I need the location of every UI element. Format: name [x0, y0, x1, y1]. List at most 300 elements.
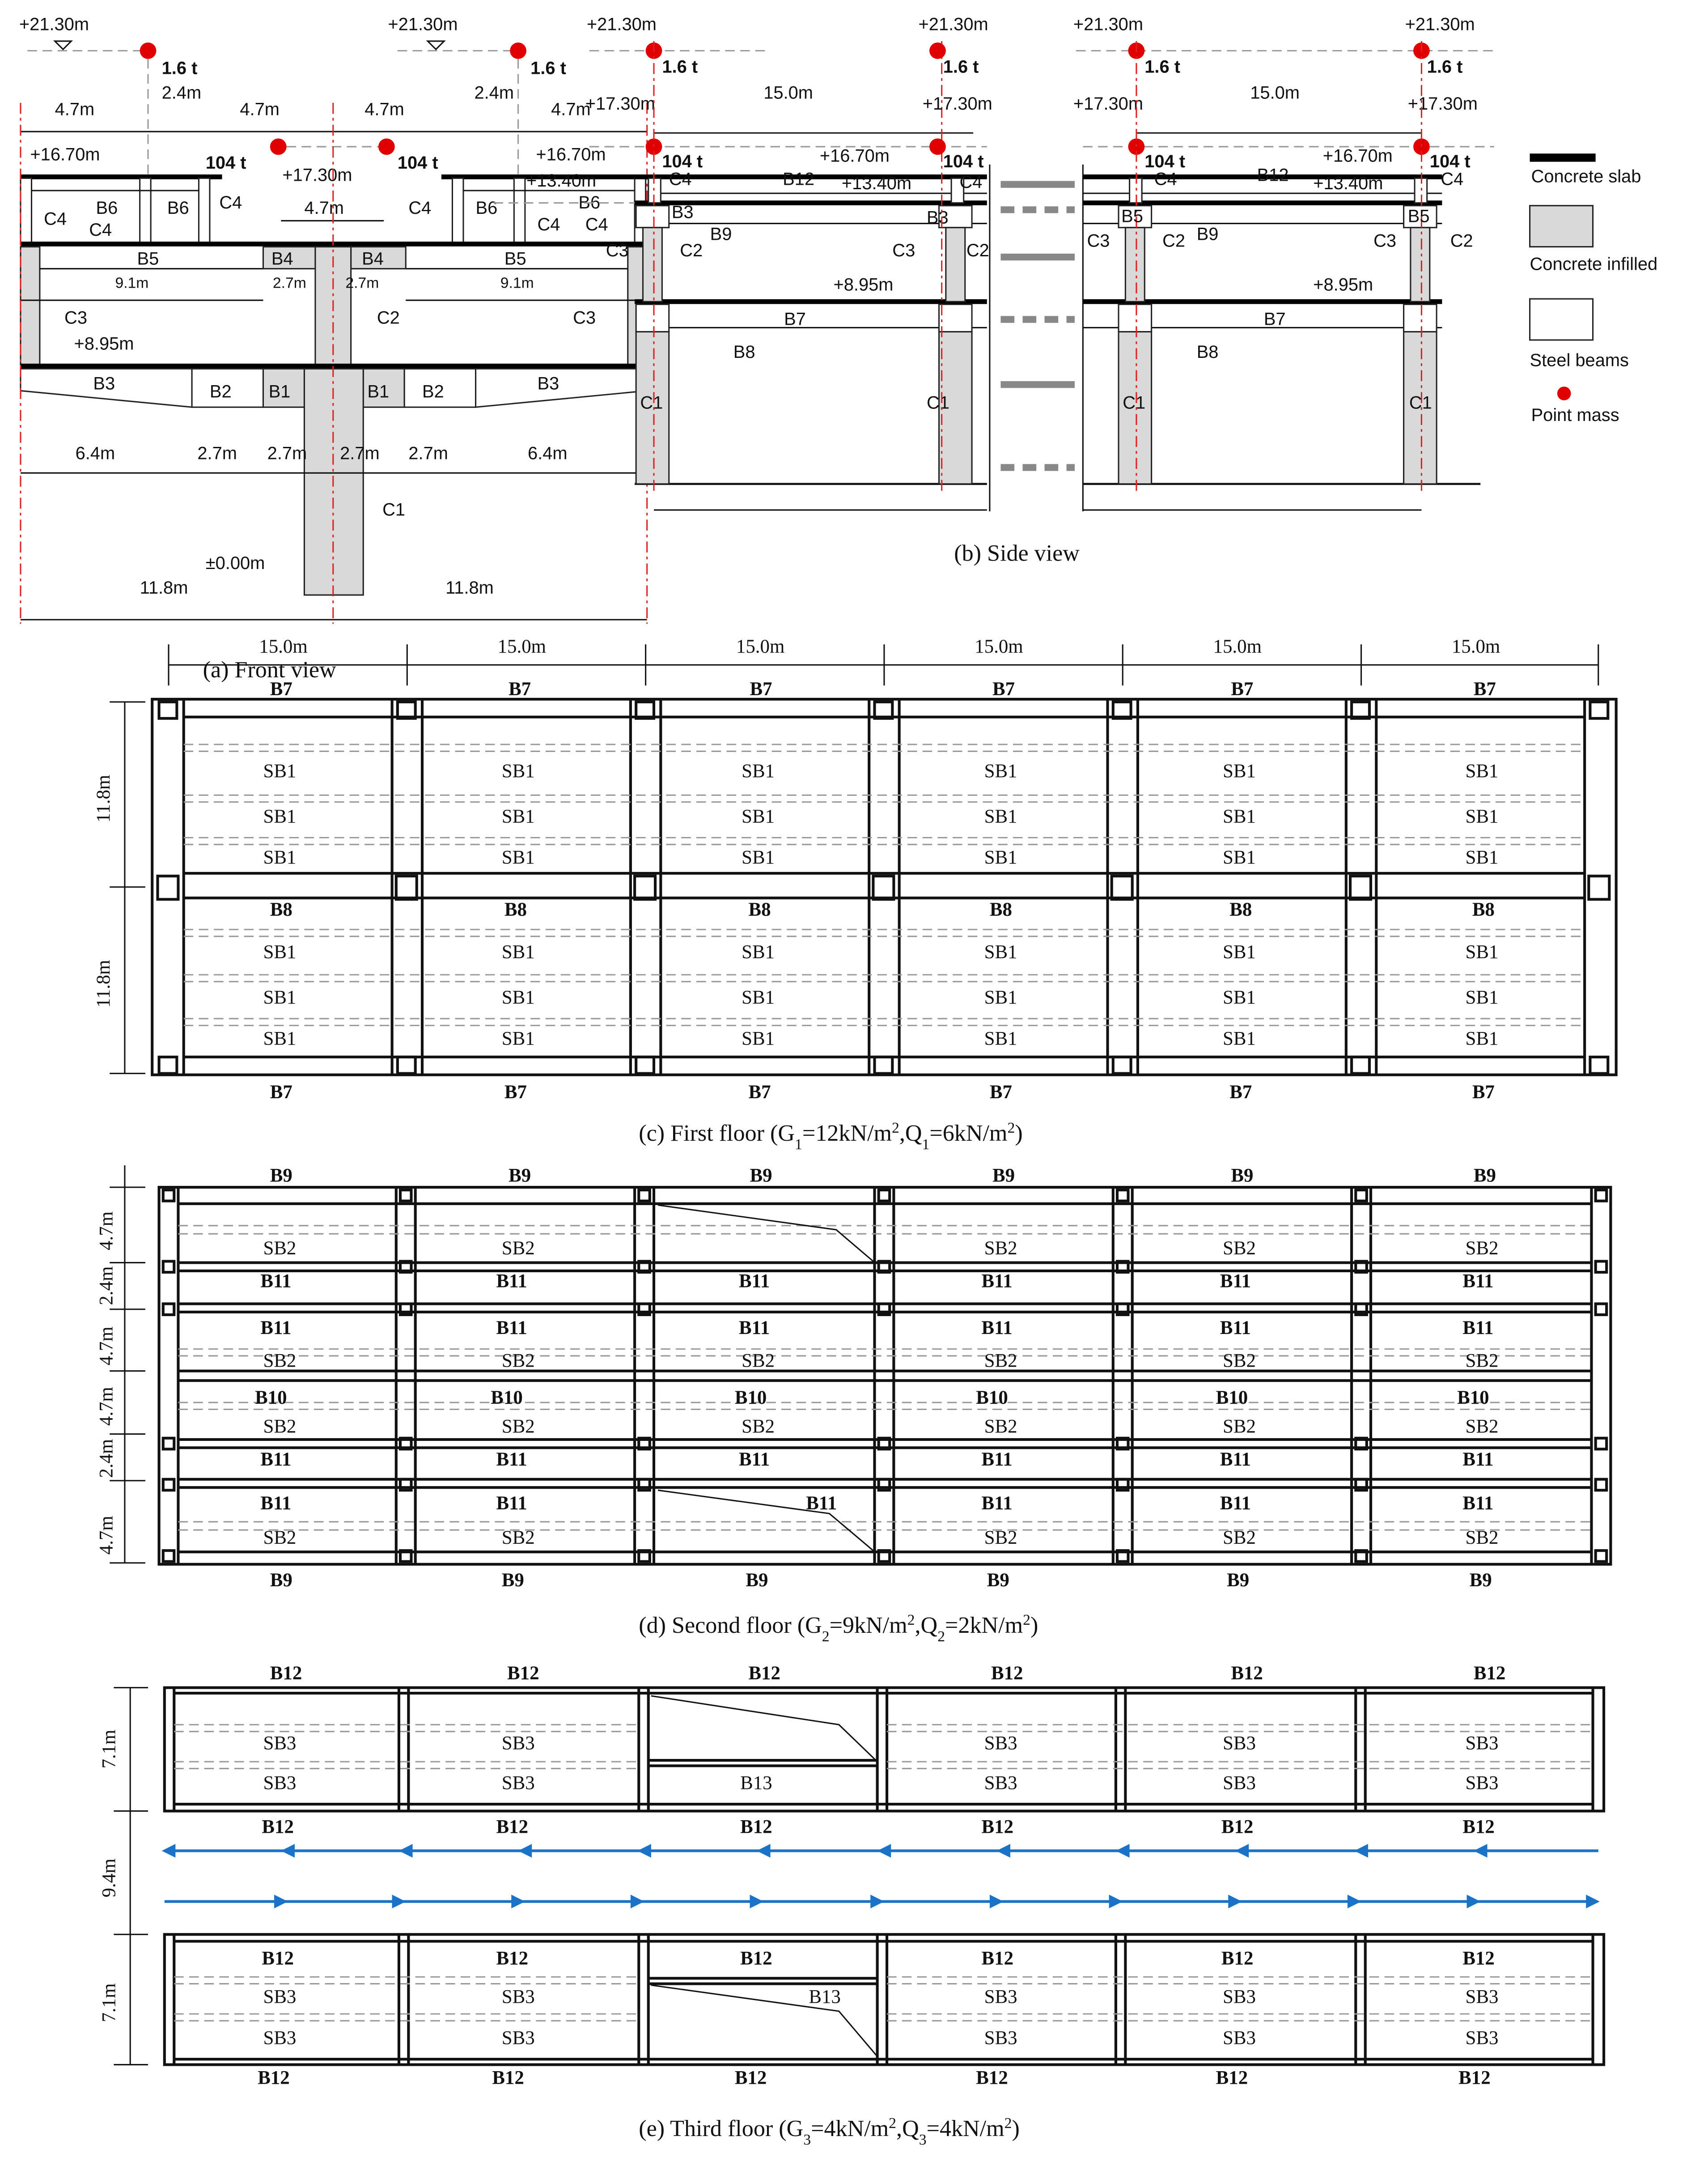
dim-mid-right: 9.1m	[500, 274, 534, 292]
elev-roof-left: +16.70m	[30, 144, 100, 165]
secondary-beam-label: SB1	[263, 942, 297, 963]
secondary-beam-label: SB3	[1222, 1772, 1256, 1794]
secondary-beam-label: SB2	[742, 1416, 775, 1437]
member-c4: C4	[44, 209, 67, 229]
secondary-beam-label: SB2	[742, 1350, 775, 1372]
secondary-beam-label: SB1	[263, 987, 297, 1008]
member-c4: C4	[219, 192, 242, 212]
secondary-beam-label: SB3	[501, 1733, 535, 1754]
beam-label-b7: B7	[748, 1081, 771, 1103]
secondary-beam-label: SB3	[263, 1986, 297, 2008]
mass-large: 104 t	[662, 151, 703, 171]
beam-label-b9: B9	[746, 1569, 768, 1591]
secondary-beam-label: SB1	[501, 760, 535, 782]
beam-label-b10: B10	[491, 1387, 523, 1409]
member-b3: B3	[671, 202, 694, 222]
member-c3: C3	[892, 241, 915, 261]
caption-third-floor: (e) Third floor $(G_3=4kN/m^2,Q_3=4kN/m^2)$	[639, 2115, 1020, 2148]
elev-second: +13.40m	[526, 170, 597, 191]
member-b1: B1	[367, 382, 390, 402]
member-b8: B8	[733, 342, 755, 362]
elev-top: +21.30m	[1073, 14, 1144, 34]
depth-dim: 2.4m	[96, 1439, 117, 1478]
beam-label-b10: B10	[976, 1387, 1008, 1409]
secondary-beam-label: SB1	[501, 987, 535, 1008]
secondary-beam-label: SB2	[501, 1350, 535, 1372]
beam-label-b9: B9	[1231, 1165, 1254, 1186]
secondary-beam-label: SB3	[1465, 1986, 1499, 2008]
beam-label-b11: B11	[739, 1317, 770, 1338]
dim-lower-5: 2.7m	[408, 443, 448, 463]
span-dim: 15.0m	[1451, 636, 1500, 657]
beam-label-b11: B11	[981, 1317, 1013, 1338]
beam-label-b11: B11	[1462, 1449, 1494, 1470]
member-c3: C3	[606, 241, 629, 261]
beam-label-b11: B11	[496, 1449, 527, 1470]
beam-label-b11: B11	[739, 1270, 770, 1292]
secondary-beam-label: SB1	[1222, 847, 1256, 868]
break-symbol	[990, 165, 1083, 511]
mass-small: 1.6 t	[943, 57, 979, 77]
third-floor-plan	[98, 1663, 1604, 2148]
beam-label-b11: B11	[1220, 1493, 1251, 1514]
beam-label-b12: B12	[496, 1948, 529, 1969]
member-b8: B8	[1196, 342, 1219, 362]
secondary-beam-label: SB1	[1465, 1028, 1499, 1049]
secondary-beam-label: SB1	[501, 942, 535, 963]
secondary-beam-label: SB3	[263, 1772, 297, 1794]
member-b3: B3	[537, 374, 559, 394]
member-c4: C4	[89, 220, 112, 240]
beam-label-b9: B9	[509, 1165, 531, 1186]
beam-label-b11: B11	[260, 1270, 292, 1292]
member-c3: C3	[64, 308, 87, 328]
secondary-beam-label: SB3	[984, 1772, 1017, 1794]
beam-label-b12: B12	[1473, 1663, 1506, 1684]
dim-top-3: 4.7m	[240, 99, 280, 119]
secondary-beam-label: SB1	[1222, 760, 1256, 782]
elev-roof: +16.70m	[1322, 146, 1393, 166]
elev-top: +21.30m	[586, 14, 657, 34]
mass-small: 1.6 t	[1144, 57, 1180, 77]
secondary-beam-label: SB1	[742, 760, 775, 782]
member-b5: B5	[1121, 206, 1143, 226]
beam-label-b11: B11	[981, 1270, 1013, 1292]
member-c4: C4	[959, 172, 983, 192]
member-c1: C1	[1409, 393, 1432, 413]
beam-label-b11: B11	[981, 1449, 1013, 1470]
dim-lower-1: 6.4m	[75, 443, 115, 463]
sb1-labels	[263, 761, 1498, 1049]
elev-center: +17.30m	[282, 165, 352, 185]
beam-label-b8: B8	[270, 899, 292, 921]
beam-label-b10: B10	[255, 1387, 287, 1409]
secondary-beam-label: SB3	[501, 1772, 535, 1794]
beam-label-b11: B11	[260, 1449, 292, 1470]
beam-label-b7: B7	[989, 1081, 1013, 1103]
depth-dim: 4.7m	[96, 1516, 117, 1555]
secondary-beam-label: SB2	[1465, 1238, 1499, 1259]
red-dot-icon	[1557, 387, 1571, 400]
beam-label-b9: B9	[992, 1165, 1015, 1186]
span-dims	[169, 636, 1598, 686]
elev-top: +21.30m	[918, 14, 988, 34]
sb2-labels	[263, 1238, 1498, 1548]
beam-label-b9: B9	[1469, 1569, 1492, 1591]
dim-lower-4: 2.7m	[340, 443, 380, 463]
depth-dim: 4.7m	[96, 1211, 117, 1250]
secondary-beam-label: SB2	[501, 1238, 535, 1259]
span-dim: 15.0m	[736, 636, 785, 657]
first-floor-plan	[93, 636, 1616, 1153]
mass-small: 1.6 t	[1427, 57, 1463, 77]
beam-label-b12: B12	[1458, 2067, 1491, 2089]
beam-label-b12: B12	[740, 1948, 772, 1969]
traffic-lanes	[162, 1844, 1600, 1908]
member-b6: B6	[475, 198, 498, 218]
member-c3: C3	[1087, 231, 1110, 251]
secondary-beam-label: SB1	[1465, 942, 1499, 963]
member-b6: B6	[167, 198, 189, 218]
elev-top-left: +21.30m	[19, 14, 89, 34]
member-c4: C4	[669, 169, 692, 189]
beam-label-b7: B7	[750, 678, 772, 700]
elev-second: +13.40m	[1313, 173, 1383, 193]
beam-label-b7: B7	[992, 678, 1015, 700]
secondary-beam-label: SB3	[984, 1733, 1017, 1754]
dim-top-5: 2.4m	[474, 83, 514, 103]
beam-label-b9: B9	[1473, 1165, 1496, 1186]
member-b2: B2	[422, 382, 444, 402]
dim-base-right: 11.8m	[445, 578, 494, 598]
depth-dim: 7.1m	[98, 1983, 120, 2022]
elev-upper: +17.30m	[1073, 94, 1144, 114]
second-floor-plan	[96, 1165, 1611, 1645]
dim-lower-2: 2.7m	[197, 443, 237, 463]
beam-label-b12: B12	[981, 1816, 1014, 1838]
beam-label-b8: B8	[989, 899, 1013, 921]
beam-label-b11: B11	[1220, 1270, 1251, 1292]
member-b5: B5	[504, 249, 526, 269]
beam-label-b8: B8	[748, 899, 771, 921]
beam-label-b7: B7	[270, 1081, 292, 1103]
primary-beam-labels	[270, 678, 1499, 1103]
secondary-beam-label: SB3	[263, 1733, 297, 1754]
mass-small-left: 1.6 t	[161, 58, 198, 78]
beam-label-b11: B11	[496, 1317, 527, 1338]
secondary-beam-label: SB1	[1222, 942, 1256, 963]
secondary-beam-label: SB2	[263, 1527, 297, 1548]
secondary-beam-label: SB2	[1465, 1350, 1499, 1372]
dim-top-4: 4.7m	[364, 99, 404, 119]
secondary-beam-label: SB3	[1222, 1733, 1256, 1754]
secondary-beam-label: SB1	[1222, 1028, 1256, 1049]
secondary-beam-label: SB1	[263, 1028, 297, 1049]
secondary-beam-label: SB2	[1222, 1416, 1256, 1437]
beam-label-b8: B8	[1472, 899, 1495, 921]
beam-label-b11: B11	[496, 1493, 527, 1514]
beam-label-b7: B7	[1231, 678, 1254, 700]
secondary-beam-label: SB1	[1465, 760, 1499, 782]
gray-box-icon	[1530, 206, 1593, 247]
beam-label-b11: B11	[1462, 1493, 1494, 1514]
dim-lower-6: 6.4m	[528, 443, 568, 463]
member-b6: B6	[578, 192, 601, 212]
secondary-beam-label: SB1	[742, 942, 775, 963]
secondary-beam-label: SB3	[1222, 2027, 1256, 2049]
elev-first: +8.95m	[833, 275, 894, 295]
secondary-beam-label: SB1	[984, 1028, 1017, 1049]
mass-large: 104 t	[943, 151, 984, 171]
beam-label-b12: B12	[1216, 2067, 1248, 2089]
beam-label-b9: B9	[270, 1569, 292, 1591]
dim-top-2: 2.4m	[161, 83, 202, 103]
depth-dim: 4.7m	[96, 1387, 117, 1426]
span-dim: 15.0m	[1250, 83, 1300, 103]
mass-small: 1.6 t	[662, 57, 698, 77]
secondary-beam-label: SB1	[501, 1028, 535, 1049]
beam-label-b12: B12	[1462, 1816, 1495, 1838]
legend-label-slab: Concrete slab	[1531, 166, 1641, 187]
member-c4: C4	[537, 214, 560, 234]
beam-label-b11: B11	[1220, 1449, 1251, 1470]
depth-dim: 9.4m	[98, 1858, 120, 1898]
member-c4: C4	[585, 214, 608, 234]
caption-side-view: (b) Side view	[954, 540, 1080, 566]
legend-label-steel: Steel beams	[1530, 350, 1629, 370]
member-c4: C4	[408, 198, 432, 218]
member-c4: C4	[1154, 169, 1177, 189]
secondary-beam-label: SB1	[1465, 987, 1499, 1008]
elev-top-right: +21.30m	[388, 14, 458, 34]
secondary-beam-label: SB1	[501, 806, 535, 827]
beam-label-b7: B7	[1229, 1081, 1252, 1103]
span-dim: 15.0m	[763, 83, 813, 103]
side-view-panel	[493, 14, 1494, 566]
member-b5: B5	[1407, 206, 1430, 226]
elev-first: +8.95m	[1313, 275, 1373, 295]
beam-label-b12: B12	[496, 1816, 529, 1838]
member-b7: B7	[1263, 309, 1286, 329]
beam-label-b9: B9	[750, 1165, 772, 1186]
secondary-beam-label: SB2	[501, 1527, 535, 1548]
member-b7: B7	[784, 309, 806, 329]
beam-label-b8: B8	[1229, 899, 1252, 921]
secondary-beam-label: SB1	[984, 987, 1017, 1008]
secondary-beam-label: SB1	[984, 760, 1017, 782]
legend	[1530, 153, 1658, 425]
beam-label-b11: B11	[496, 1270, 527, 1292]
secondary-beam-label: SB1	[984, 806, 1017, 827]
member-c2: C2	[1450, 231, 1473, 251]
beam-label-b11: B11	[1220, 1317, 1251, 1338]
depth-dim: 7.1m	[98, 1729, 120, 1769]
legend-label-mass: Point mass	[1531, 405, 1619, 425]
front-view-panel	[19, 14, 647, 683]
secondary-beam-label: SB1	[263, 806, 297, 827]
secondary-beam-label: SB3	[501, 2027, 535, 2049]
member-c1: C1	[640, 393, 663, 413]
beam-label-b10: B10	[1457, 1387, 1489, 1409]
beam-label-b11: B11	[739, 1449, 770, 1470]
caption-front-view: (a) Front view	[203, 657, 336, 683]
member-c3: C3	[573, 308, 596, 328]
elev-top: +21.30m	[1405, 14, 1475, 34]
beam-label-b12: B12	[991, 1663, 1023, 1684]
beam-label-b11: B11	[1462, 1317, 1494, 1338]
beam-label-b7: B7	[1473, 678, 1496, 700]
secondary-beam-label: SB1	[742, 806, 775, 827]
sb3-labels	[263, 1733, 1498, 2049]
caption-first-floor: (c) First floor $(G_1=12kN/m^2,Q_1=6kN/m^2)$	[639, 1119, 1023, 1153]
beam-label-b7: B7	[1472, 1081, 1495, 1103]
point-mass-icon	[140, 42, 157, 59]
side-frame-right	[1073, 14, 1494, 510]
member-b9: B9	[710, 224, 732, 244]
beam-label-b7: B7	[509, 678, 531, 700]
beam-label-b12: B12	[1462, 1948, 1495, 1969]
white-box-icon	[1530, 299, 1593, 340]
secondary-beam-label: SB1	[742, 847, 775, 868]
beam-label-b11: B11	[260, 1493, 292, 1514]
member-b3: B3	[926, 208, 949, 228]
member-c2: C2	[377, 308, 400, 328]
dim-center: 4.7m	[304, 198, 344, 218]
secondary-beam-label: SB2	[263, 1238, 297, 1259]
column-boxes	[157, 702, 1609, 1074]
member-b2: B2	[209, 382, 232, 402]
primary-beam-labels	[258, 1663, 1505, 2088]
beam-label-b9: B9	[987, 1569, 1009, 1591]
dim-top-1: 4.7m	[55, 99, 95, 119]
beam-label-b12: B12	[492, 2067, 524, 2089]
secondary-beam-label: SB1	[984, 847, 1017, 868]
secondary-beam-label: SB3	[1465, 2027, 1499, 2049]
point-mass-icon	[270, 139, 287, 155]
span-dim: 15.0m	[1213, 636, 1262, 657]
secondary-beam-label: SB2	[984, 1238, 1017, 1259]
dim-mid-c2: 2.7m	[345, 274, 379, 292]
depth-dim: 4.7m	[96, 1326, 117, 1366]
dim-mid-left: 9.1m	[115, 274, 149, 292]
beam-label-b12: B12	[1231, 1663, 1263, 1684]
elev-roof: +16.70m	[819, 146, 890, 166]
elev-second-mid: +13.40m	[841, 173, 912, 193]
secondary-beam-label: SB2	[1222, 1238, 1256, 1259]
secondary-beam-label: SB3	[1465, 1733, 1499, 1754]
beam-label-b11: B11	[981, 1493, 1013, 1514]
member-c2: C2	[680, 241, 703, 261]
beam-label-b12: B12	[262, 1948, 294, 1969]
member-b9: B9	[1196, 224, 1219, 244]
point-mass-icon	[378, 139, 395, 155]
beam-label-b9: B9	[1227, 1569, 1250, 1591]
secondary-beam-label: SB3	[501, 1986, 535, 2008]
beam-label-b11: B11	[260, 1317, 292, 1338]
beam-label-b11: B11	[806, 1493, 837, 1514]
beam-label-b7: B7	[504, 1081, 527, 1103]
beam-label-b9: B9	[501, 1569, 524, 1591]
beam-label-b8: B8	[504, 899, 527, 921]
member-c2: C2	[966, 241, 989, 261]
elev-roof-right: +16.70m	[536, 144, 606, 165]
secondary-beam-label: SB3	[263, 2027, 297, 2049]
elev-ground: ±0.00m	[205, 553, 265, 573]
secondary-beam-label: SB2	[1222, 1527, 1256, 1548]
mass-large-right: 104 t	[397, 153, 438, 173]
dim-mid-c1: 2.7m	[272, 274, 306, 292]
secondary-beam-label: SB1	[984, 942, 1017, 963]
span-dim: 15.0m	[259, 636, 308, 657]
beam-label-b12: B12	[734, 2067, 767, 2089]
elev-upper: +17.30m	[585, 94, 655, 114]
member-b4: B4	[362, 249, 384, 269]
legend-label-infill: Concrete infilled	[1530, 254, 1658, 274]
beam-label-b12: B12	[981, 1948, 1014, 1969]
secondary-beam-label: SB2	[263, 1350, 297, 1372]
slab-bar-icon	[1530, 153, 1596, 161]
caption-second-floor: (d) Second floor $(G_2=9kN/m^2,Q_2=2kN/m^2)$	[639, 1611, 1038, 1645]
secondary-beam-label: SB1	[501, 847, 535, 868]
elev-upper: +17.30m	[1407, 94, 1478, 114]
beam-label-b12: B12	[262, 1816, 294, 1838]
beam-label-b12: B12	[748, 1663, 780, 1684]
mass-large: 104 t	[1429, 151, 1471, 171]
side-frame-left	[493, 14, 992, 510]
secondary-beam-label: SB2	[263, 1416, 297, 1437]
secondary-beam-label: SB1	[742, 1028, 775, 1049]
member-b3: B3	[93, 374, 115, 394]
secondary-beam-label: SB2	[1465, 1416, 1499, 1437]
secondary-beam-label: SB1	[1465, 806, 1499, 827]
secondary-beam-label: SB1	[742, 987, 775, 1008]
beam-label-b12: B12	[507, 1663, 539, 1684]
dim-lower-3: 2.7m	[267, 443, 307, 463]
mass-large-left: 104 t	[205, 153, 246, 173]
beam-label-b12: B12	[740, 1816, 772, 1838]
member-c3: C3	[1373, 231, 1397, 251]
beam-label-b10: B10	[734, 1387, 767, 1409]
beam-label-b10: B10	[1216, 1387, 1248, 1409]
beam-label-b12: B12	[1221, 1948, 1254, 1969]
member-b12: B12	[1257, 165, 1289, 185]
elev-upper: +17.30m	[922, 94, 992, 114]
beam-label-b11: B11	[1462, 1270, 1494, 1292]
secondary-beam-label: SB1	[1465, 847, 1499, 868]
beam-label-b12: B12	[976, 2067, 1008, 2089]
dim-base-left: 11.8m	[140, 578, 188, 598]
member-c1: C1	[926, 393, 949, 413]
point-mass-icon	[929, 42, 946, 59]
span-dim: 15.0m	[975, 636, 1023, 657]
beam-label-b9: B9	[270, 1165, 292, 1186]
beam-label-b12: B12	[1221, 1816, 1254, 1838]
secondary-beam-label: SB3	[984, 2027, 1017, 2049]
member-c1: C1	[382, 500, 406, 520]
beam-label-b12: B12	[270, 1663, 302, 1684]
secondary-beam-label: SB3	[984, 1986, 1017, 2008]
member-b12: B12	[783, 169, 814, 189]
secondary-beam-label: SB1	[1222, 806, 1256, 827]
span-dim: 15.0m	[497, 636, 547, 657]
secondary-beam-label: SB1	[263, 760, 297, 782]
secondary-beam-label: SB2	[984, 1527, 1017, 1548]
secondary-beam-label: SB2	[1222, 1350, 1256, 1372]
beam-label-b12: B12	[258, 2067, 290, 2089]
depth-dim: 11.8m	[93, 774, 114, 823]
secondary-beam-label: SB2	[984, 1350, 1017, 1372]
secondary-beam-label: SB1	[263, 847, 297, 868]
